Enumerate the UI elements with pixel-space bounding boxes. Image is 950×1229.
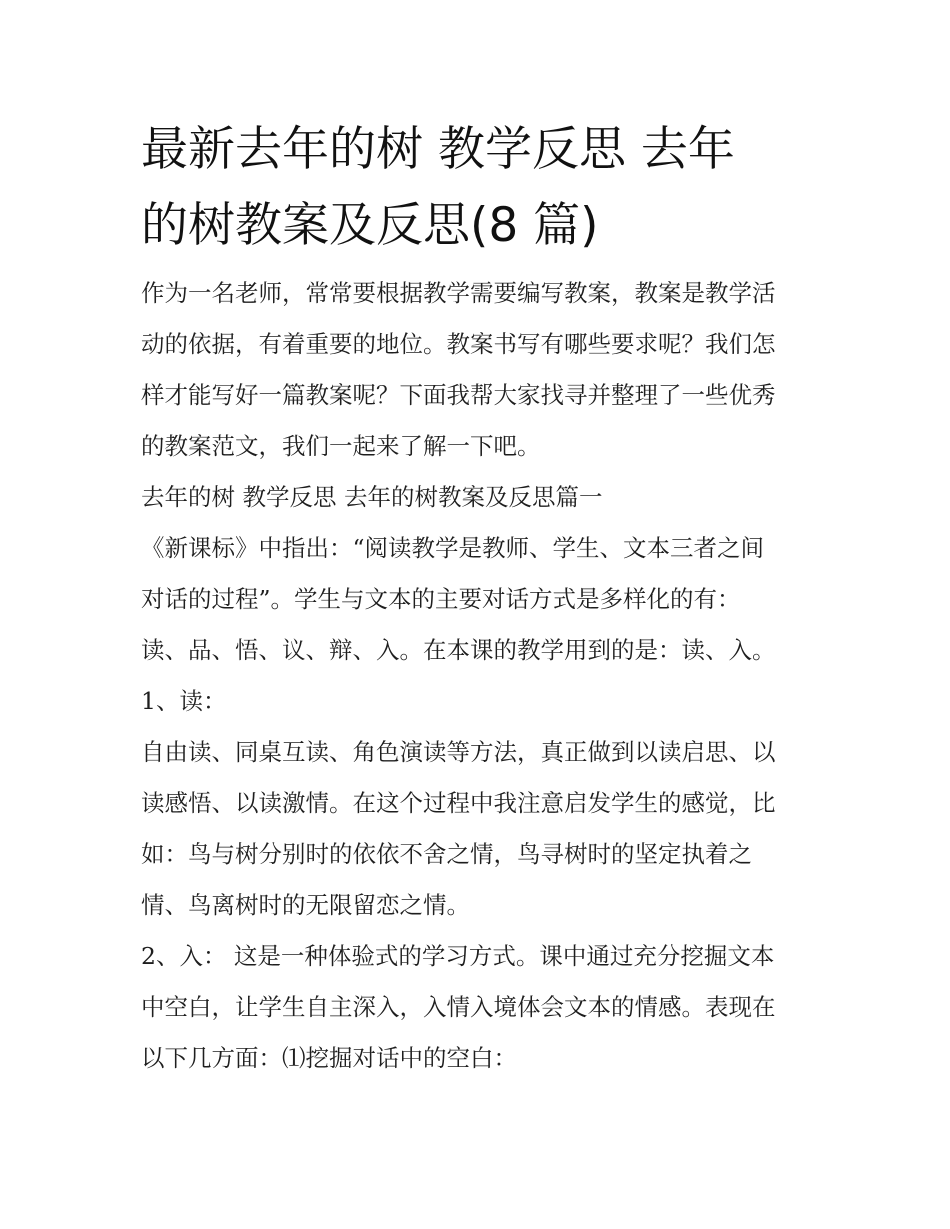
text-line: 1、读：: [141, 687, 227, 715]
text-line: 以下几方面：⑴挖掘对话中的空白：: [141, 1044, 517, 1072]
text-line: 读感悟、以读激情。在这个过程中我注意启发学生的感觉，比: [141, 789, 776, 817]
text-line: 作为一名老师，常常要根据教学需要编写教案，教案是教学活: [141, 279, 776, 307]
document-content: [141, 112, 821, 1084]
text-line: 去年的树 教学反思 去年的树教案及反思篇一: [141, 483, 603, 511]
text-line: 如：鸟与树分别时的依依不舍之情，鸟寻树时的坚定执着之: [141, 840, 752, 868]
text-line: 读、品、悟、议、辩、入。在本课的教学用到的是：读、入。: [141, 636, 776, 664]
reading-paragraph: [141, 727, 821, 931]
text-line: 样才能写好一篇教案呢？下面我帮大家找寻并整理了一些优秀: [141, 381, 776, 409]
document-title: [141, 112, 821, 264]
text-line: 对话的过程”。学生与文本的主要对话方式是多样化的有：: [141, 585, 741, 613]
text-line: 动的依据，有着重要的地位。教案书写有哪些要求呢？我们怎: [141, 330, 776, 358]
immersion-paragraph: [141, 931, 821, 1084]
text-line: 中空白，让学生自主深入，入情入境体会文本的情感。表现在: [141, 993, 776, 1021]
title-line: 最新去年的树 教学反思 去年: [141, 122, 735, 177]
standards-paragraph: [141, 523, 821, 676]
intro-paragraph: [141, 268, 821, 472]
item-heading-read: [141, 676, 821, 727]
section-heading: [141, 472, 821, 523]
text-line: 情、鸟离树时的无限留恋之情。: [141, 891, 470, 919]
text-line: 的教案范文，我们一起来了解一下吧。: [141, 432, 541, 460]
text-line: 2、入： 这是一种体验式的学习方式。课中通过充分挖掘文本: [141, 942, 775, 970]
document-body: [141, 268, 821, 1084]
text-line: 《新课标》中指出：“阅读教学是教师、学生、文本三者之间: [141, 534, 765, 562]
text-line: 自由读、同桌互读、角色演读等方法，真正做到以读启思、以: [141, 738, 776, 766]
title-line: 的树教案及反思(8 篇): [141, 198, 599, 253]
